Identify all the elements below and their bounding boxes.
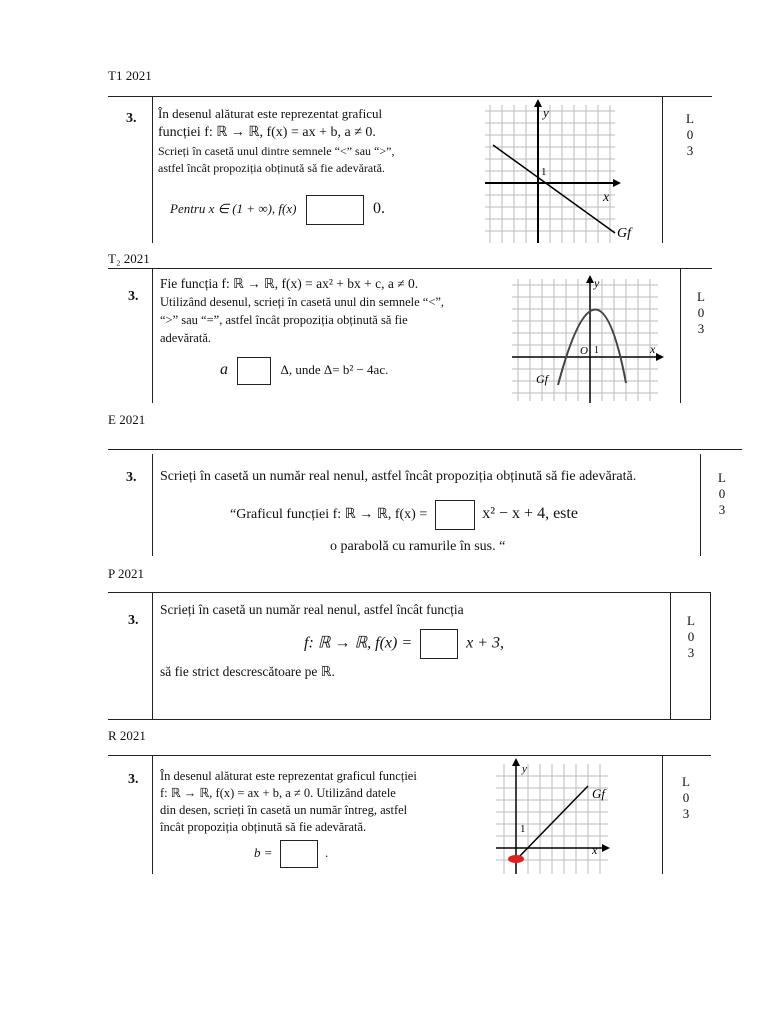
exercise-box-t1 bbox=[108, 96, 712, 243]
exercise-number: 3. bbox=[128, 613, 139, 628]
exercise-number: 3. bbox=[128, 772, 139, 787]
tick-label: 1 bbox=[541, 166, 547, 178]
answer-box[interactable] bbox=[237, 357, 271, 385]
tick-label: 1 bbox=[520, 823, 526, 835]
exercise-line: încât propoziția obținută să fie adevărată. bbox=[160, 820, 367, 834]
parabola-graph bbox=[512, 275, 668, 403]
x-axis-label: x bbox=[650, 342, 656, 356]
prompt-before: Pentru x ∈ (1 + ∞), f(x) bbox=[170, 200, 297, 216]
x-axis-label: x bbox=[603, 190, 610, 205]
exercise-prompt bbox=[254, 840, 328, 868]
prompt-before: a bbox=[220, 360, 228, 378]
exercise-line: funcției f: ℝ → ℝ, f(x) = ax + b, a ≠ 0. bbox=[158, 125, 376, 140]
prompt-before: b = bbox=[254, 844, 273, 860]
exercise-number: 3. bbox=[126, 111, 137, 126]
prompt-before: “Graficul funcției f: ℝ → ℝ, f(x) = bbox=[230, 507, 428, 523]
highlight-marker bbox=[508, 855, 524, 863]
side-code: L 0 3 bbox=[682, 774, 690, 821]
y-axis-label: y bbox=[594, 276, 600, 290]
exercise-line: din desen, scrieți în casetă un număr întreg, astfel bbox=[160, 803, 408, 817]
exercise-prompt bbox=[230, 500, 578, 530]
side-code: L 0 3 bbox=[686, 111, 694, 158]
origin-label: O bbox=[580, 345, 588, 357]
curve-label: Gf bbox=[617, 226, 631, 241]
curve-label: Gf bbox=[536, 372, 548, 386]
exercise-prompt bbox=[220, 357, 388, 385]
section-heading-t1: T1 2021 bbox=[108, 68, 152, 83]
curve-label: Gf bbox=[592, 786, 605, 801]
exercise-prompt bbox=[304, 629, 504, 659]
prompt-after: 0. bbox=[372, 199, 385, 217]
exercise-line: Scrieți în casetă un număr real nenul, astfel încât propoziția obținută să fie adevărată. bbox=[160, 469, 637, 484]
y-axis-label: y bbox=[543, 105, 549, 120]
side-code: L 0 3 bbox=[687, 613, 695, 660]
exercise-box-t2 bbox=[108, 268, 712, 403]
exercise-line: adevărată. bbox=[160, 331, 212, 345]
answer-box[interactable] bbox=[306, 195, 364, 225]
exercise-number: 3. bbox=[126, 470, 137, 485]
exercise-line: Fie funcția f: ℝ → ℝ, f(x) = ax² + bx + c, a ≠ 0. bbox=[160, 276, 419, 291]
exercise-line: Utilizând desenul, scrieți în casetă unul din semnele “<”, bbox=[160, 295, 445, 309]
exercise-line: să fie strict descrescătoare pe ℝ. bbox=[160, 664, 335, 679]
y-axis-label: y bbox=[522, 763, 527, 775]
exercise-box-r bbox=[108, 755, 711, 874]
answer-box[interactable] bbox=[420, 629, 458, 659]
answer-box[interactable] bbox=[435, 500, 475, 530]
linear-graph bbox=[485, 97, 635, 243]
section-heading-t2: T₂ 2021 bbox=[108, 251, 150, 266]
side-code: L 0 3 bbox=[697, 289, 705, 336]
exercise-line: Scrieți în casetă unul dintre semnele “<” sau “>”, bbox=[158, 144, 395, 158]
prompt-after: . bbox=[325, 844, 329, 860]
exercise-prompt bbox=[170, 195, 385, 225]
section-heading-p: P 2021 bbox=[108, 566, 144, 581]
prompt-before: f: ℝ → ℝ, f(x) = bbox=[304, 634, 413, 652]
exercise-box-e bbox=[108, 449, 742, 556]
exercise-line: În desenul alăturat este reprezentat graficul bbox=[158, 106, 383, 121]
side-code: L 0 3 bbox=[718, 470, 726, 517]
answer-box[interactable] bbox=[280, 840, 318, 868]
exercise-line: astfel încât propoziția obținută să fie adevărată. bbox=[158, 161, 385, 175]
exercise-line: f: ℝ → ℝ, f(x) = ax + b, a ≠ 0. Utilizând datele bbox=[160, 786, 396, 800]
prompt-after: x + 3, bbox=[466, 634, 505, 652]
exercise-line: “>” sau “=”, astfel încât propoziția obținută să fie bbox=[160, 313, 408, 327]
x-axis-label: x bbox=[592, 843, 598, 857]
section-heading-e: E 2021 bbox=[108, 412, 146, 427]
tick-label: 1 bbox=[594, 345, 599, 356]
linear-graph bbox=[496, 756, 614, 874]
exercise-line: În desenul alăturat este reprezentat graficul funcției bbox=[160, 769, 417, 783]
prompt-after: x² − x + 4, este bbox=[482, 505, 578, 523]
exercise-box-p bbox=[108, 592, 711, 720]
section-heading-r: R 2021 bbox=[108, 728, 146, 743]
exercise-line: o parabolă cu ramurile în sus. “ bbox=[330, 539, 506, 554]
exercise-number: 3. bbox=[128, 289, 139, 304]
prompt-after: Δ, unde Δ= b² − 4ac. bbox=[280, 361, 389, 377]
exercise-line: Scrieți în casetă un număr real nenul, astfel încât funcția bbox=[160, 602, 464, 617]
